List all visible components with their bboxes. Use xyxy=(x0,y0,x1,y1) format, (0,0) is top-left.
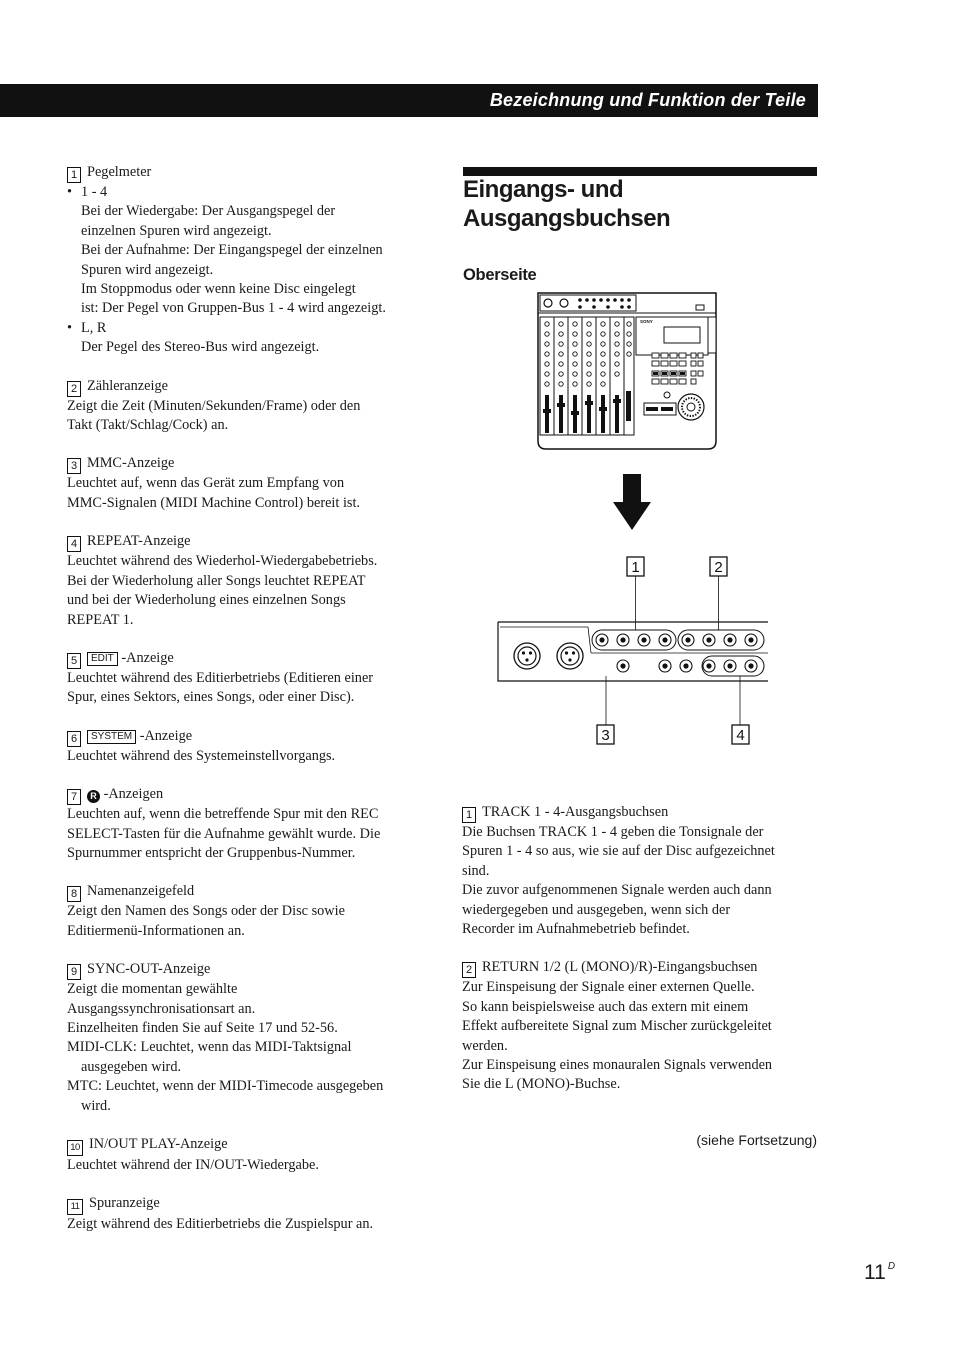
item-text-line xyxy=(67,280,432,299)
item-text-line xyxy=(462,920,822,939)
item-title: Pegelmeter xyxy=(87,164,152,180)
item-text: Zur Einspeisung eines monauralen Signals verwenden xyxy=(462,1057,773,1074)
item-text-line xyxy=(67,844,432,863)
item-text-line xyxy=(67,397,432,416)
item-heading xyxy=(67,1194,432,1215)
item-heading xyxy=(462,958,822,978)
item-title: REPEAT-Anzeige xyxy=(87,533,191,550)
item-text-line xyxy=(67,241,432,260)
item-text: MIDI-CLK: Leuchtet, wenn das MIDI-Taktsignal xyxy=(67,1039,352,1056)
bullet-icon: • xyxy=(67,319,73,336)
device-top-view xyxy=(536,291,719,451)
item-text-line xyxy=(462,1017,822,1036)
item-text-line xyxy=(462,862,822,881)
item-title: MMC-Anzeige xyxy=(87,455,175,472)
section-title-line-1: Eingangs- und xyxy=(463,176,624,203)
item-text: Bei der Aufnahme: Der Eingangspegel der einzelnen xyxy=(81,242,383,259)
item-text: Einzelheiten finden Sie auf Seite 17 und 52-56. xyxy=(67,1019,338,1036)
item-number-box: 6 xyxy=(67,731,81,747)
item-text: sind. xyxy=(462,862,490,879)
item-text-line xyxy=(462,881,822,900)
item-tag-box: EDIT xyxy=(87,652,118,666)
item-number-box: 2 xyxy=(67,381,81,397)
item-title: IN/OUT PLAY-Anzeige xyxy=(89,1136,228,1152)
callout-label-3: 3 xyxy=(601,727,610,744)
bullet-icon: • xyxy=(67,184,73,200)
item-text: Sie die L (MONO)-Buchse. xyxy=(462,1076,621,1093)
item-text: Leuchtet auf, wenn das Gerät zum Empfang von xyxy=(67,475,345,492)
left-column xyxy=(67,163,432,1254)
item-entry xyxy=(67,785,432,863)
item-text-line xyxy=(67,688,432,707)
item-heading xyxy=(67,532,432,552)
item-text-line xyxy=(67,1019,432,1038)
item-text-line xyxy=(67,1215,432,1234)
item-entry xyxy=(67,960,432,1116)
item-text: Der Pegel des Stereo-Bus wird angezeigt. xyxy=(81,339,320,356)
header-title: Bezeichnung und Funktion der Teile xyxy=(489,90,806,110)
callout-label-2: 2 xyxy=(714,559,723,576)
item-text-line xyxy=(67,669,432,688)
section-title xyxy=(463,175,817,233)
item-text: MTC: Leuchtet, wenn der MIDI-Timecode ausgegeben xyxy=(67,1078,384,1095)
item-text: wiedergegeben und ausgegeben, wenn sich der xyxy=(462,901,731,918)
item-text-line xyxy=(67,1097,432,1116)
item-title: Namenanzeigefeld xyxy=(87,883,195,900)
item-text: Bei der Wiederholung aller Songs leuchtet REPEAT xyxy=(67,572,366,589)
item-text-line xyxy=(67,747,432,766)
continued-note: (siehe Fortsetzung) xyxy=(696,1132,817,1148)
item-heading xyxy=(67,785,432,805)
item-text-line xyxy=(67,494,432,513)
item-title: Zähleranzeige xyxy=(87,377,168,394)
item-text: Die Buchsen TRACK 1 - 4 geben die Tonsignale der xyxy=(462,824,764,840)
item-text: Effekt aufbereitete Signal zum Mischer zurückgeleitet xyxy=(462,1018,772,1035)
item-text-line xyxy=(67,825,432,844)
item-text-line xyxy=(67,572,432,591)
item-title: -Anzeigen xyxy=(103,786,164,803)
item-text-line xyxy=(67,319,432,338)
item-text: 1 - 4 xyxy=(81,184,108,200)
item-text: Leuchtet während des Editierbetriebs (Editieren einer xyxy=(67,669,374,686)
item-text: einzelnen Spuren wird angezeigt. xyxy=(81,222,272,239)
item-text: werden. xyxy=(462,1037,508,1054)
item-text-line xyxy=(67,1000,432,1019)
item-text-line xyxy=(462,842,822,861)
item-text: Bei der Wiedergabe: Der Ausgangspegel der xyxy=(81,203,336,220)
subheading-oberseite: Oberseite xyxy=(463,266,537,284)
item-title: -Anzeige xyxy=(139,727,193,744)
item-text-line xyxy=(67,1058,432,1077)
jack-panel-diagram xyxy=(496,552,776,752)
item-text-line xyxy=(67,416,432,435)
item-number-box: 1 xyxy=(462,807,476,823)
header-bar xyxy=(0,84,818,117)
item-heading xyxy=(67,163,432,183)
item-text-line xyxy=(462,901,822,920)
item-text: Im Stoppmodus oder wenn keine Disc eingelegt xyxy=(81,281,356,298)
item-text: Spur, eines Sektors, eines Songs, oder einer Disc). xyxy=(67,689,355,706)
item-text: Zeigt den Namen des Songs oder der Disc sowie xyxy=(67,903,345,920)
item-text-line xyxy=(67,902,432,921)
page-number-value: 11 xyxy=(864,1261,886,1284)
callout-label-4: 4 xyxy=(736,727,745,744)
item-text-line xyxy=(67,202,432,221)
item-text: Takt (Takt/Schlag/Cock) an. xyxy=(67,417,229,434)
item-text-line xyxy=(67,261,432,280)
item-text: Leuchtet während des Wiederhol-Wiedergabebetriebs. xyxy=(67,553,378,570)
item-title: RETURN 1/2 (L (MONO)/R)-Eingangsbuchsen xyxy=(482,959,758,976)
item-entry xyxy=(462,803,822,939)
item-text: Spuren 1 - 4 so aus, wie sie auf der Disc aufgezeichnet xyxy=(462,843,775,860)
item-title: TRACK 1 - 4-Ausgangsbuchsen xyxy=(482,804,669,820)
jack-icon xyxy=(544,299,552,307)
section-title-line-2: Ausgangsbuchsen xyxy=(463,205,671,232)
item-title: SYNC-OUT-Anzeige xyxy=(87,961,211,978)
item-text-line xyxy=(462,1075,822,1094)
item-text: So kann beispielsweise auch das extern mit einem xyxy=(462,998,749,1015)
item-entry xyxy=(67,882,432,941)
callout-3 xyxy=(597,676,614,744)
arrow-down-icon xyxy=(611,474,653,532)
item-text-line xyxy=(67,183,432,202)
item-heading xyxy=(67,377,432,397)
item-entry xyxy=(67,377,432,436)
item-heading xyxy=(67,882,432,902)
item-text: SELECT-Tasten für die Aufnahme gewählt wurde. Die xyxy=(67,825,381,842)
item-entry xyxy=(462,958,822,1094)
item-text: Spuren wird angezeigt. xyxy=(81,261,214,278)
item-text: und bei der Wiederholung eines einzelnen Songs xyxy=(67,592,346,609)
item-heading xyxy=(462,803,822,823)
item-number-box: 11 xyxy=(67,1199,83,1215)
item-entry xyxy=(67,532,432,630)
item-text-line xyxy=(462,823,822,842)
item-text-line xyxy=(67,611,432,630)
right-column xyxy=(462,803,822,1114)
item-heading xyxy=(67,1135,432,1156)
item-title: Spuranzeige xyxy=(89,1195,160,1212)
item-text: Recorder im Aufnahmebetrieb befindet. xyxy=(462,921,690,938)
item-number-box: 9 xyxy=(67,964,81,980)
device-brand: SONY xyxy=(640,319,653,324)
item-text-line xyxy=(67,1156,432,1175)
item-text: L, R xyxy=(81,319,107,336)
item-text: REPEAT 1. xyxy=(67,611,134,628)
item-text-line xyxy=(462,998,822,1017)
item-entry xyxy=(67,1135,432,1175)
item-text-line xyxy=(67,1077,432,1096)
item-heading xyxy=(67,649,432,669)
item-text-line xyxy=(67,338,432,357)
item-text: Leuchtet während der IN/OUT-Wiedergabe. xyxy=(67,1157,319,1173)
item-number-box: 10 xyxy=(67,1140,83,1156)
item-entry xyxy=(67,649,432,708)
item-number-box: 4 xyxy=(67,536,81,552)
item-text-line xyxy=(462,1056,822,1075)
record-icon: R xyxy=(87,790,100,803)
item-text-line xyxy=(462,1037,822,1056)
item-text: Ausgangssynchronisationsart an. xyxy=(67,1000,256,1017)
item-heading xyxy=(67,454,432,474)
item-entry xyxy=(67,454,432,513)
item-number-box: 7 xyxy=(67,789,81,805)
jack-icon xyxy=(560,299,568,307)
item-text-line xyxy=(67,980,432,999)
item-heading xyxy=(67,727,432,747)
item-text: Die zuvor aufgenommenen Signale werden auch dann xyxy=(462,882,772,899)
item-text: Editiermenü-Informationen an. xyxy=(67,922,245,939)
item-text: ist: Der Pegel von Gruppen-Bus 1 - 4 wird angezeigt. xyxy=(81,300,386,317)
item-text-line xyxy=(67,222,432,241)
item-number-box: 3 xyxy=(67,458,81,474)
item-text: Leuchten auf, wenn die betreffende Spur mit den REC xyxy=(67,806,379,823)
item-number-box: 8 xyxy=(67,886,81,902)
item-text: Leuchtet während des Systemeinstellvorgangs. xyxy=(67,747,336,764)
item-tag-box: SYSTEM xyxy=(87,730,136,744)
item-text: Zeigt die momentan gewählte xyxy=(67,981,238,998)
item-text-line xyxy=(67,1038,432,1057)
item-title: -Anzeige xyxy=(121,649,174,666)
item-text: MMC-Signalen (MIDI Machine Control) bereit ist. xyxy=(67,494,361,511)
item-text-line xyxy=(67,474,432,493)
item-text: Spurnummer entspricht der Gruppenbus-Nummer. xyxy=(67,844,356,861)
callout-4 xyxy=(732,676,749,744)
item-text: Zur Einspeisung der Signale einer externen Quelle. xyxy=(462,979,755,996)
item-text-line xyxy=(67,805,432,824)
item-text: Zeigt die Zeit (Minuten/Sekunden/Frame) oder den xyxy=(67,397,361,414)
item-number-box: 5 xyxy=(67,653,81,669)
item-heading xyxy=(67,960,432,980)
page-number-suffix: D xyxy=(887,1261,896,1272)
item-entry xyxy=(67,727,432,766)
item-text-line xyxy=(67,299,432,318)
item-entry xyxy=(67,163,432,358)
item-number-box: 1 xyxy=(67,167,81,183)
item-entry xyxy=(67,1194,432,1234)
item-text-line xyxy=(67,552,432,571)
item-number-box: 2 xyxy=(462,962,476,978)
item-text: ausgegeben wird. xyxy=(81,1058,182,1075)
item-text: Zeigt während des Editierbetriebs die Zuspielspur an. xyxy=(67,1216,374,1233)
item-text-line xyxy=(67,591,432,610)
page-number xyxy=(864,1261,895,1285)
item-text: wird. xyxy=(81,1097,111,1114)
item-text-line xyxy=(462,978,822,997)
item-text-line xyxy=(67,922,432,941)
callout-label-1: 1 xyxy=(631,559,640,576)
